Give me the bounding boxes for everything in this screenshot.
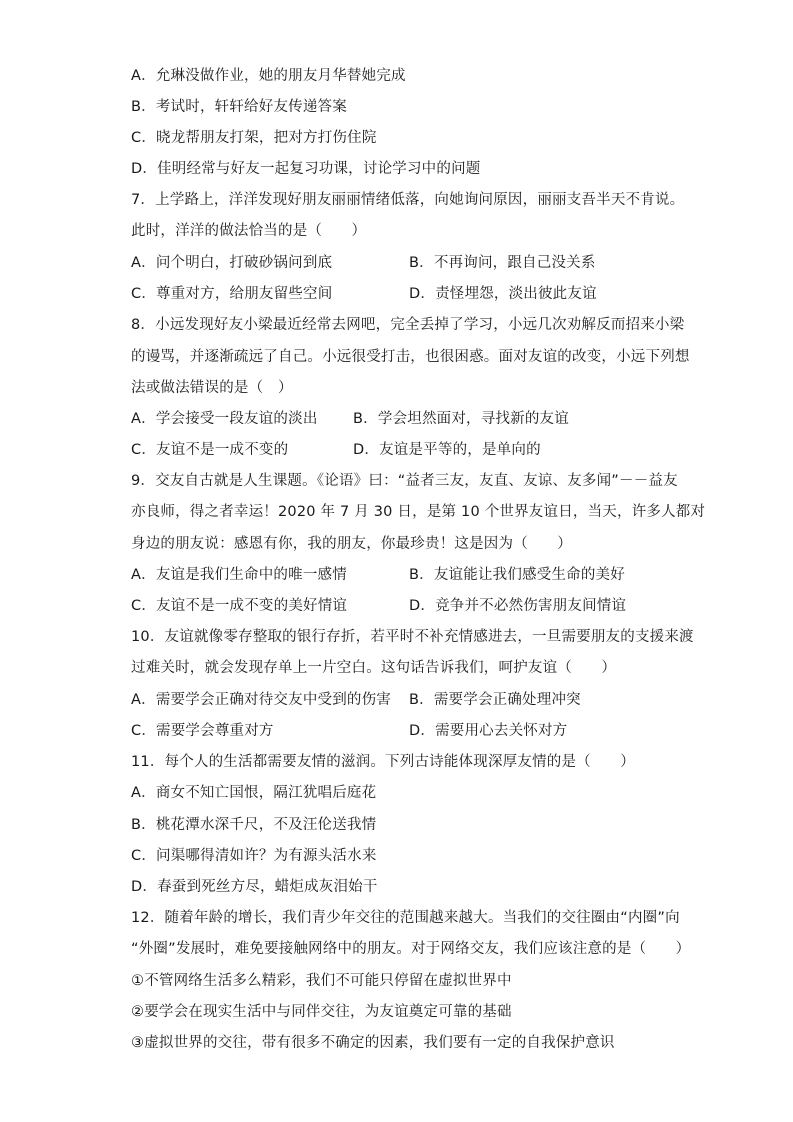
q12-statement-2: ②要学会在现实生活中与同伴交往，为友谊奠定可靠的基础 <box>131 1004 512 1020</box>
q10-stem-line-1: 10．友谊就像零存整取的银行存折，若平时不补充情感进去，一旦需要朋友的支援来渡 <box>131 629 694 645</box>
q6-option-d: D．佳明经常与好友一起复习功课，讨论学习中的问题 <box>131 161 481 177</box>
q6-option-a: A．允琳没做作业，她的朋友月华替她完成 <box>131 68 406 84</box>
q12-statement-3: ③虚拟世界的交往，带有很多不确定的因素，我们要有一定的自我保护意识 <box>131 1035 615 1051</box>
q10-stem-line-2: 过难关时，就会发现存单上一片空白。这句话告诉我们，呵护友谊（ ） <box>131 660 617 676</box>
q7-option-b: B．不再询问，跟自己没关系 <box>409 255 596 271</box>
q11-option-d: D．春蚕到死丝方尽，蜡炬成灰泪始干 <box>131 879 378 895</box>
q10-option-b: B．需要学会正确处理冲突 <box>409 692 581 708</box>
q11-option-c: C．问渠哪得清如许？为有源头活水来 <box>131 848 377 864</box>
q9-stem-line-1: 9．交友自古就是人生课题。《论语》曰：“益者三友，友直、友谅、友多闻”－－益友 <box>131 473 678 489</box>
q10-option-a: A．需要学会正确对待交友中受到的伤害 <box>131 692 392 708</box>
q6-option-b: B．考试时，轩轩给好友传递答案 <box>131 99 347 115</box>
q10-option-c: C．需要学会尊重对方 <box>131 723 274 739</box>
q12-statement-1: ①不管网络生活多么精彩，我们不可能只停留在虚拟世界中 <box>131 973 512 989</box>
q9-stem-line-3: 身边的朋友说：感恩有你，我的朋友，你最珍贵！这是因为（ ） <box>131 536 572 552</box>
q9-option-c: C．友谊不是一成不变的美好情谊 <box>131 598 348 614</box>
q8-option-a: A．学会接受一段友谊的淡出 <box>131 411 318 427</box>
q11-option-b: B．桃花潭水深千尺，不及汪伦送我情 <box>131 817 377 833</box>
q9-option-b: B．友谊能让我们感受生命的美好 <box>409 567 625 583</box>
q7-option-a: A．问个明白，打破砂锅问到底 <box>131 255 333 271</box>
q12-stem-line-1: 12．随着年龄的增长，我们青少年交往的范围越来越大。当我们的交往圈由“内圈”向 <box>131 910 680 926</box>
q12-stem-line-2: “外圈”发展时，难免要接触网络中的朋友。对于网络交友，我们应该注意的是（ ） <box>131 941 691 957</box>
q8-option-c: C．友谊不是一成不变的 <box>131 442 289 458</box>
q6-option-c: C．晓龙帮朋友打架，把对方打伤住院 <box>131 130 377 146</box>
q7-option-c: C．尊重对方，给朋友留些空间 <box>131 286 333 302</box>
q7-option-d: D．责怪埋怨，淡出彼此友谊 <box>409 286 597 302</box>
q11-stem-line-1: 11．每个人的生活都需要友情的滋润。下列古诗能体现深厚友情的是（ ） <box>131 754 635 770</box>
q9-stem-line-2: 亦良师，得之者幸运！2020 年 7 月 30 日，是第 10 个世界友谊日，当天，许多人都对 <box>131 504 706 520</box>
q7-stem-line-2: 此时，洋洋的做法恰当的是（ ） <box>131 223 367 239</box>
q10-option-d: D．需要用心去关怀对方 <box>409 723 568 739</box>
q8-stem-line-2: 的谩骂，并逐渐疏远了自己。小远很受打击，也很困惑。面对友谊的改变，小远下列想 <box>131 349 690 365</box>
q8-option-d: D．友谊是平等的，是单向的 <box>353 442 541 458</box>
q8-stem-line-3: 法或做法错误的是（ ） <box>131 380 293 396</box>
q7-stem-line-1: 7．上学路上，洋洋发现好朋友丽丽情绪低落，向她询问原因，丽丽支吾半天不肯说。 <box>131 192 685 208</box>
q9-option-d: D．竞争并不必然伤害朋友间情谊 <box>409 598 627 614</box>
q8-stem-line-1: 8．小远发现好友小梁最近经常去网吧，完全丢掉了学习，小远几次劝解反而招来小梁 <box>131 317 685 333</box>
q11-option-a: A．商女不知亡国恨，隔江犹唱后庭花 <box>131 785 377 801</box>
q8-option-b: B．学会坦然面对，寻找新的友谊 <box>353 411 569 427</box>
q9-option-a: A．友谊是我们生命中的唯一感情 <box>131 567 347 583</box>
